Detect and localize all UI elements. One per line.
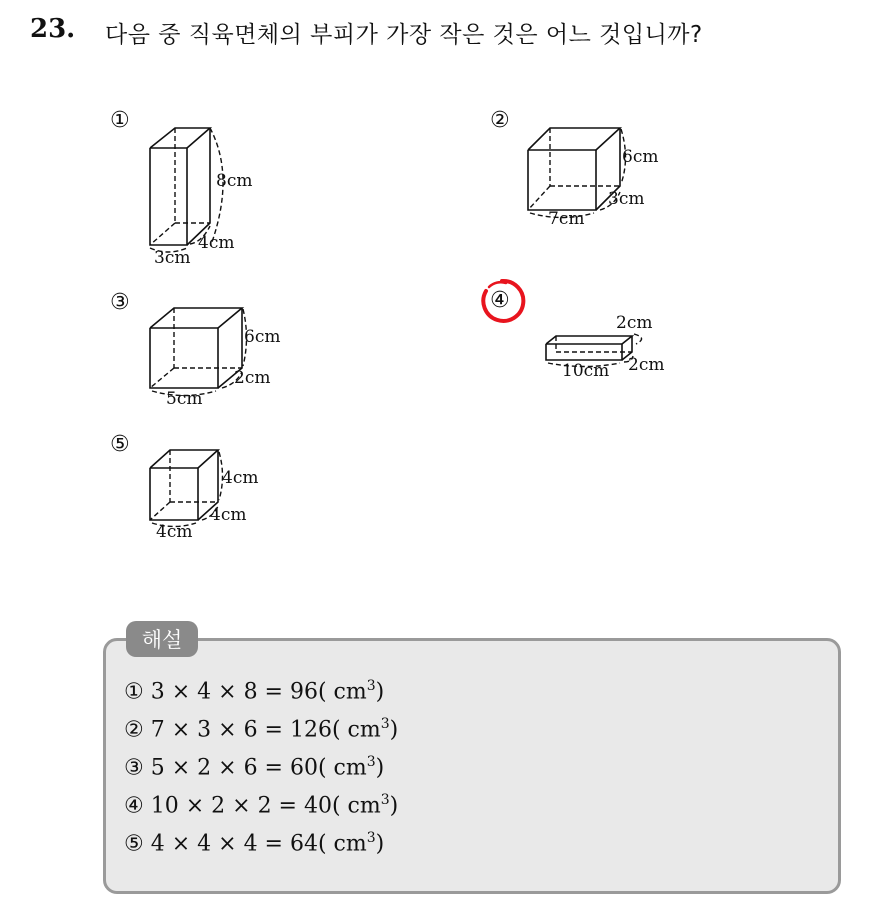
option-5-cuboid bbox=[140, 446, 280, 546]
option-1-width-label: 3cm bbox=[154, 248, 191, 268]
solution-line-2 bbox=[124, 716, 398, 742]
solution-line-1-exp: 3 bbox=[366, 678, 376, 694]
solution-line-2-expr: 7 × 3 × 6 = 126( cm bbox=[150, 717, 381, 743]
solution-line-3-close: ) bbox=[375, 755, 385, 781]
solution-line-4-exp: 3 bbox=[380, 792, 390, 808]
option-2-width-label: 7cm bbox=[548, 209, 585, 229]
option-1-height-label: 8cm bbox=[216, 171, 253, 191]
option-3-depth-label: 2cm bbox=[234, 368, 271, 388]
option-1-cuboid bbox=[140, 120, 270, 270]
option-4-cuboid bbox=[540, 310, 690, 390]
option-2-height-label: 6cm bbox=[622, 147, 659, 167]
solution-line-4-expr: 10 × 2 × 2 = 40( cm bbox=[150, 793, 381, 819]
solution-line-5-close: ) bbox=[375, 831, 385, 857]
option-4-width-label: 10cm bbox=[562, 361, 610, 381]
solution-line-1-expr: 3 × 4 × 8 = 96( cm bbox=[150, 679, 367, 705]
option-3-cuboid bbox=[140, 302, 290, 412]
option-4-height-label: 2cm bbox=[616, 313, 653, 333]
option-5-depth-label: 4cm bbox=[210, 505, 247, 525]
question-number: 23. bbox=[30, 14, 76, 44]
option-4-depth-label: 2cm bbox=[628, 355, 665, 375]
solution-line-3 bbox=[124, 754, 384, 780]
solution-tag: 해설 bbox=[126, 621, 198, 657]
option-4-mark[interactable]: ④ bbox=[490, 288, 510, 313]
solution-line-1 bbox=[124, 678, 384, 704]
solution-line-4-mark: ④ bbox=[124, 793, 144, 819]
option-2-depth-label: 3cm bbox=[608, 189, 645, 209]
solution-line-5-mark: ⑤ bbox=[124, 831, 144, 857]
solution-line-2-close: ) bbox=[389, 717, 399, 743]
solution-line-5-expr: 4 × 4 × 4 = 64( cm bbox=[150, 831, 367, 857]
option-3-mark[interactable]: ③ bbox=[110, 290, 130, 315]
option-2-cuboid bbox=[520, 122, 670, 232]
solution-line-3-mark: ③ bbox=[124, 755, 144, 781]
option-3-width-label: 5cm bbox=[166, 389, 203, 409]
solution-line-3-expr: 5 × 2 × 6 = 60( cm bbox=[150, 755, 367, 781]
solution-line-4-close: ) bbox=[389, 793, 399, 819]
solution-line-5-exp: 3 bbox=[366, 830, 376, 846]
solution-line-1-mark: ① bbox=[124, 679, 144, 705]
solution-line-2-exp: 3 bbox=[380, 716, 390, 732]
answer-circle-icon bbox=[478, 277, 526, 325]
solution-line-2-mark: ② bbox=[124, 717, 144, 743]
option-2-mark[interactable]: ② bbox=[490, 108, 510, 133]
option-5-mark[interactable]: ⑤ bbox=[110, 432, 130, 457]
option-3-height-label: 6cm bbox=[244, 327, 281, 347]
solution-line-4 bbox=[124, 792, 398, 818]
question-text: 다음 중 직육면체의 부피가 가장 작은 것은 어느 것입니까? bbox=[105, 22, 703, 48]
option-1-depth-label: 4cm bbox=[198, 233, 235, 253]
option-5-width-label: 4cm bbox=[156, 522, 193, 542]
solution-line-1-close: ) bbox=[375, 679, 385, 705]
option-5-height-label: 4cm bbox=[222, 468, 259, 488]
solution-line-3-exp: 3 bbox=[366, 754, 376, 770]
option-1-mark[interactable]: ① bbox=[110, 108, 130, 133]
solution-line-5 bbox=[124, 830, 384, 856]
